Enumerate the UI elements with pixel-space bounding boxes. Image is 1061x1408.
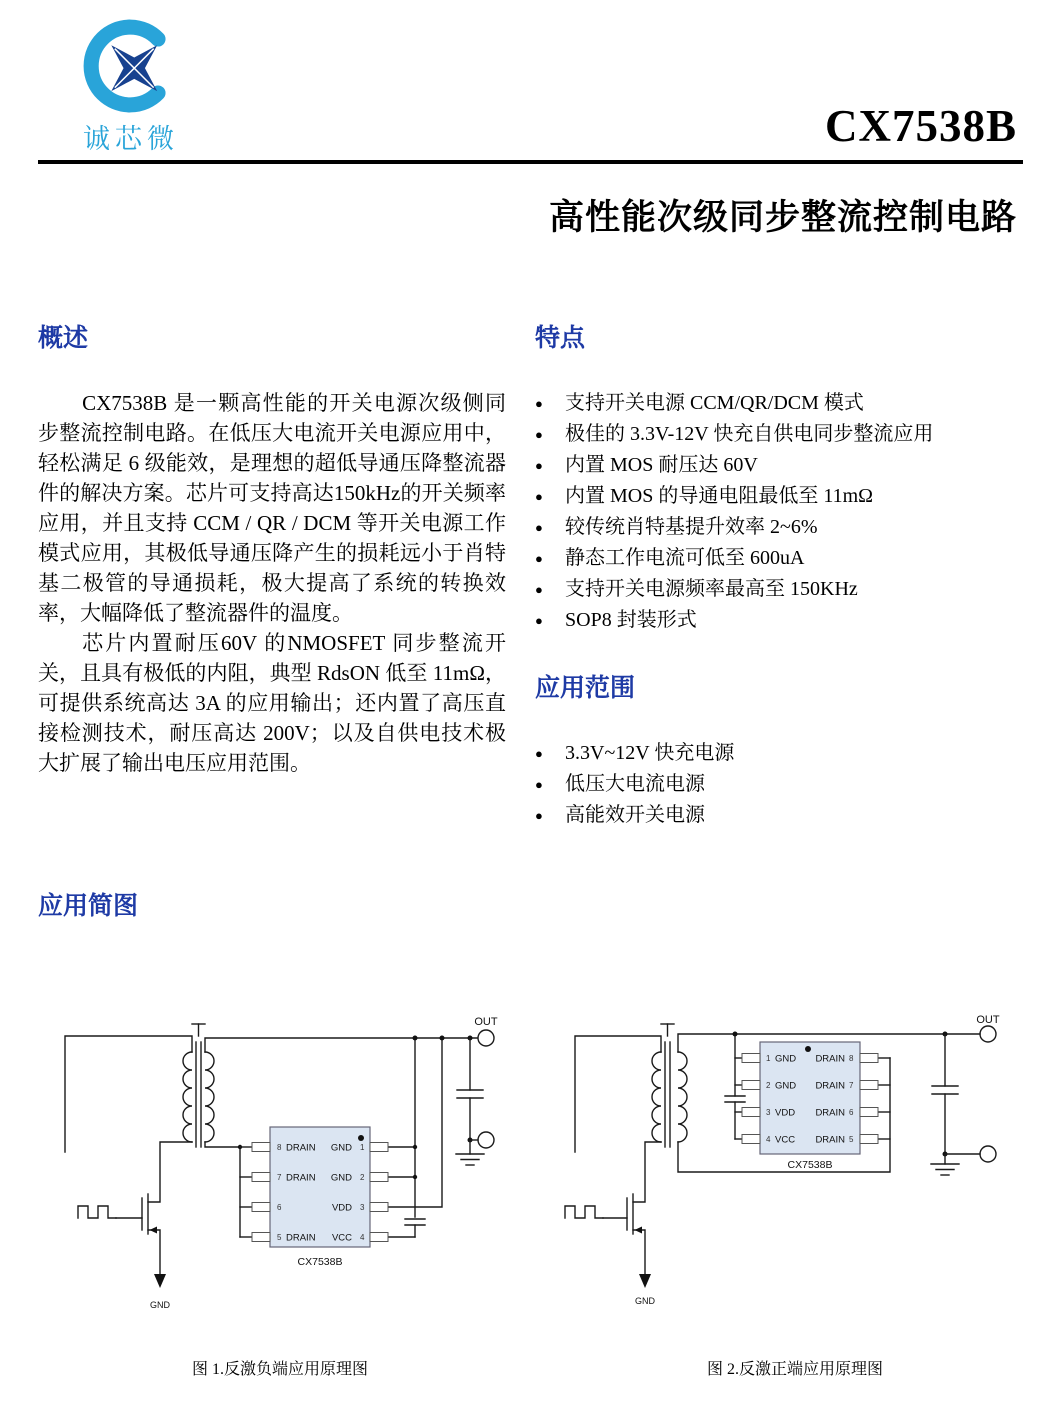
ground-arrow-icon (639, 1274, 651, 1288)
figure-2-circuit (545, 1012, 1045, 1352)
primary-mosfet (603, 1142, 661, 1288)
output-capacitor (932, 1032, 958, 1155)
overview-paragraph-2: 芯片内置耐压60V 的NMOSFET 同步整流开关，且具有极低的内阻，典型 RdsON 低至 11mΩ，可提供系统高达 3A 的应用输出；还内置了高压直接检测技术，耐压高达 200V；以及自供电技术极大扩展了输出电压应用范围。 (38, 631, 506, 775)
logo-mark-icon (66, 12, 196, 120)
figure-1-caption: 图 1.反激负端应用原理图 (191, 1361, 368, 1378)
chip-label: CX7538B (297, 1256, 343, 1268)
output-capacitor (457, 1036, 483, 1141)
svg-text:VCC: VCC (775, 1134, 796, 1146)
svg-text:1: 1 (360, 1143, 365, 1152)
company-logo (56, 12, 206, 162)
sop8-chip (252, 1127, 388, 1268)
chip-pin (331, 1143, 388, 1154)
svg-text:6: 6 (277, 1203, 282, 1212)
svg-text:DRAIN: DRAIN (286, 1232, 316, 1244)
chip-label: CX7538B (787, 1159, 833, 1171)
return-terminal (478, 1132, 494, 1148)
svg-text:2: 2 (766, 1081, 771, 1090)
svg-text:DRAIN: DRAIN (286, 1142, 316, 1154)
svg-text:GND: GND (775, 1053, 797, 1065)
svg-text:GND: GND (330, 1142, 352, 1154)
application-item (535, 738, 1013, 769)
chip-pin (742, 1054, 796, 1065)
svg-text:GND: GND (775, 1080, 797, 1092)
feature-text: 内置 MOS 耐压达 60V (565, 454, 758, 476)
svg-text:DRAIN: DRAIN (815, 1080, 845, 1092)
chip-pin (742, 1108, 795, 1119)
feature-item (535, 481, 1013, 512)
svg-text:DRAIN: DRAIN (815, 1134, 845, 1146)
part-number: CX7538B (824, 101, 1017, 151)
application-item (535, 769, 1013, 800)
gnd-label: GND (150, 1300, 170, 1310)
svg-text:VCC: VCC (331, 1232, 352, 1244)
figure-1-circuit (30, 1012, 530, 1352)
bullet-icon (535, 388, 565, 419)
feature-text: 支持开关电源 CCM/QR/DCM 模式 (565, 392, 864, 414)
gnd-label: GND (635, 1296, 655, 1306)
ground-symbol (931, 1154, 959, 1175)
chip-pin (252, 1203, 282, 1213)
feature-text: 静态工作电流可低至 600uA (565, 547, 805, 569)
feature-item (535, 574, 1013, 605)
svg-text:8: 8 (277, 1143, 282, 1152)
svg-text:VDD: VDD (331, 1202, 352, 1214)
applications-heading: 应用范围 (535, 674, 636, 702)
out-terminal (478, 1030, 494, 1046)
out-terminal (980, 1026, 996, 1042)
feature-text: 极佳的 3.3V-12V 快充自供电同步整流应用 (565, 423, 934, 445)
overview-heading: 概述 (38, 324, 89, 352)
bullet-icon (535, 450, 565, 481)
out-label: OUT (976, 1014, 1000, 1026)
svg-text:7: 7 (849, 1081, 854, 1090)
chip-pin (331, 1173, 388, 1184)
output-rail (205, 1038, 477, 1052)
bullet-icon (535, 738, 565, 769)
features-heading: 特点 (535, 324, 586, 352)
svg-text:4: 4 (360, 1233, 365, 1242)
pin1-marker-icon (358, 1135, 364, 1141)
out-label: OUT (474, 1016, 498, 1028)
svg-text:7: 7 (277, 1173, 282, 1182)
feature-item (535, 419, 1013, 450)
overview-paragraph-1: CX7538B 是一颗高性能的开关电源次级侧同步整流控制电路。在低压大电流开关电源应用中，轻松满足 6 级能效，是理想的超低导通压降整流器件的解决方案。芯片可支持高达150kHz的开关频率应用，并且支持 CCM / QR / DCM 等开关电源工作模式应用，其极低导通压降产生的损耗远小于肖特基二极管的导通损耗，极大提高了系统的转换效率，大幅降低了整流器件的温度。 (38, 391, 506, 625)
pulse-source-icon (78, 1206, 116, 1218)
bullet-icon (535, 481, 565, 512)
application-text: 3.3V~12V 快充电源 (565, 742, 735, 764)
ground-arrow-icon (154, 1274, 166, 1288)
figure-2-caption: 图 2.反激正端应用原理图 (706, 1361, 883, 1378)
transformer (652, 1024, 687, 1147)
chip-pin (742, 1081, 796, 1092)
application-text: 低压大电流电源 (565, 773, 705, 795)
feature-item (535, 605, 1013, 636)
bullet-icon (535, 800, 565, 831)
svg-text:DRAIN: DRAIN (815, 1107, 845, 1119)
chip-pin (742, 1135, 795, 1146)
feature-text: 内置 MOS 的导通电阻最低至 11mΩ (565, 485, 874, 507)
bullet-icon (535, 512, 565, 543)
svg-text:8: 8 (849, 1054, 854, 1063)
pulse-source-icon (565, 1206, 603, 1218)
feature-text: 支持开关电源频率最高至 150KHz (565, 578, 858, 600)
bullet-icon (535, 574, 565, 605)
feature-text: 较传统肖特基提升效率 2~6% (565, 516, 818, 538)
feature-item (535, 388, 1013, 419)
primary-rail (575, 1036, 661, 1152)
sop8-chip (742, 1042, 878, 1171)
svg-text:5: 5 (849, 1135, 854, 1144)
svg-text:6: 6 (849, 1108, 854, 1117)
svg-text:DRAIN: DRAIN (815, 1053, 845, 1065)
chip-pin (332, 1203, 388, 1214)
svg-text:5: 5 (277, 1233, 282, 1242)
svg-text:3: 3 (766, 1108, 771, 1117)
bullet-icon (535, 769, 565, 800)
header-rule (38, 160, 1023, 164)
ground-symbol (456, 1140, 484, 1165)
svg-text:VDD: VDD (775, 1107, 796, 1119)
app-diagram-heading: 应用简图 (38, 892, 139, 920)
application-text: 高能效开关电源 (565, 804, 705, 826)
page-title: 高性能次级同步整流控制电路 (548, 198, 1017, 237)
svg-text:4: 4 (766, 1135, 771, 1144)
svg-text:3: 3 (360, 1203, 365, 1212)
bullet-icon (535, 543, 565, 574)
feature-text: SOP8 封装形式 (565, 609, 697, 631)
chip-pin (332, 1233, 388, 1244)
bullet-icon (535, 419, 565, 450)
pin1-marker-icon (805, 1046, 811, 1052)
secondary-return (205, 1142, 240, 1147)
feature-item (535, 512, 1013, 543)
primary-mosfet (116, 1142, 192, 1288)
application-item (535, 800, 1013, 831)
bullet-icon (535, 605, 565, 636)
feature-item (535, 450, 1013, 481)
features-section (535, 318, 1013, 831)
transformer (183, 1024, 214, 1147)
vcc-capacitor (405, 1219, 425, 1237)
feature-item (535, 543, 1013, 574)
svg-text:DRAIN: DRAIN (286, 1172, 316, 1184)
return-terminal (980, 1146, 996, 1162)
svg-text:GND: GND (330, 1172, 352, 1184)
primary-rail (65, 1036, 192, 1152)
logo-text: 诚芯微 (83, 124, 179, 154)
svg-text:2: 2 (360, 1173, 365, 1182)
svg-text:1: 1 (766, 1054, 771, 1063)
overview-section (38, 318, 506, 778)
